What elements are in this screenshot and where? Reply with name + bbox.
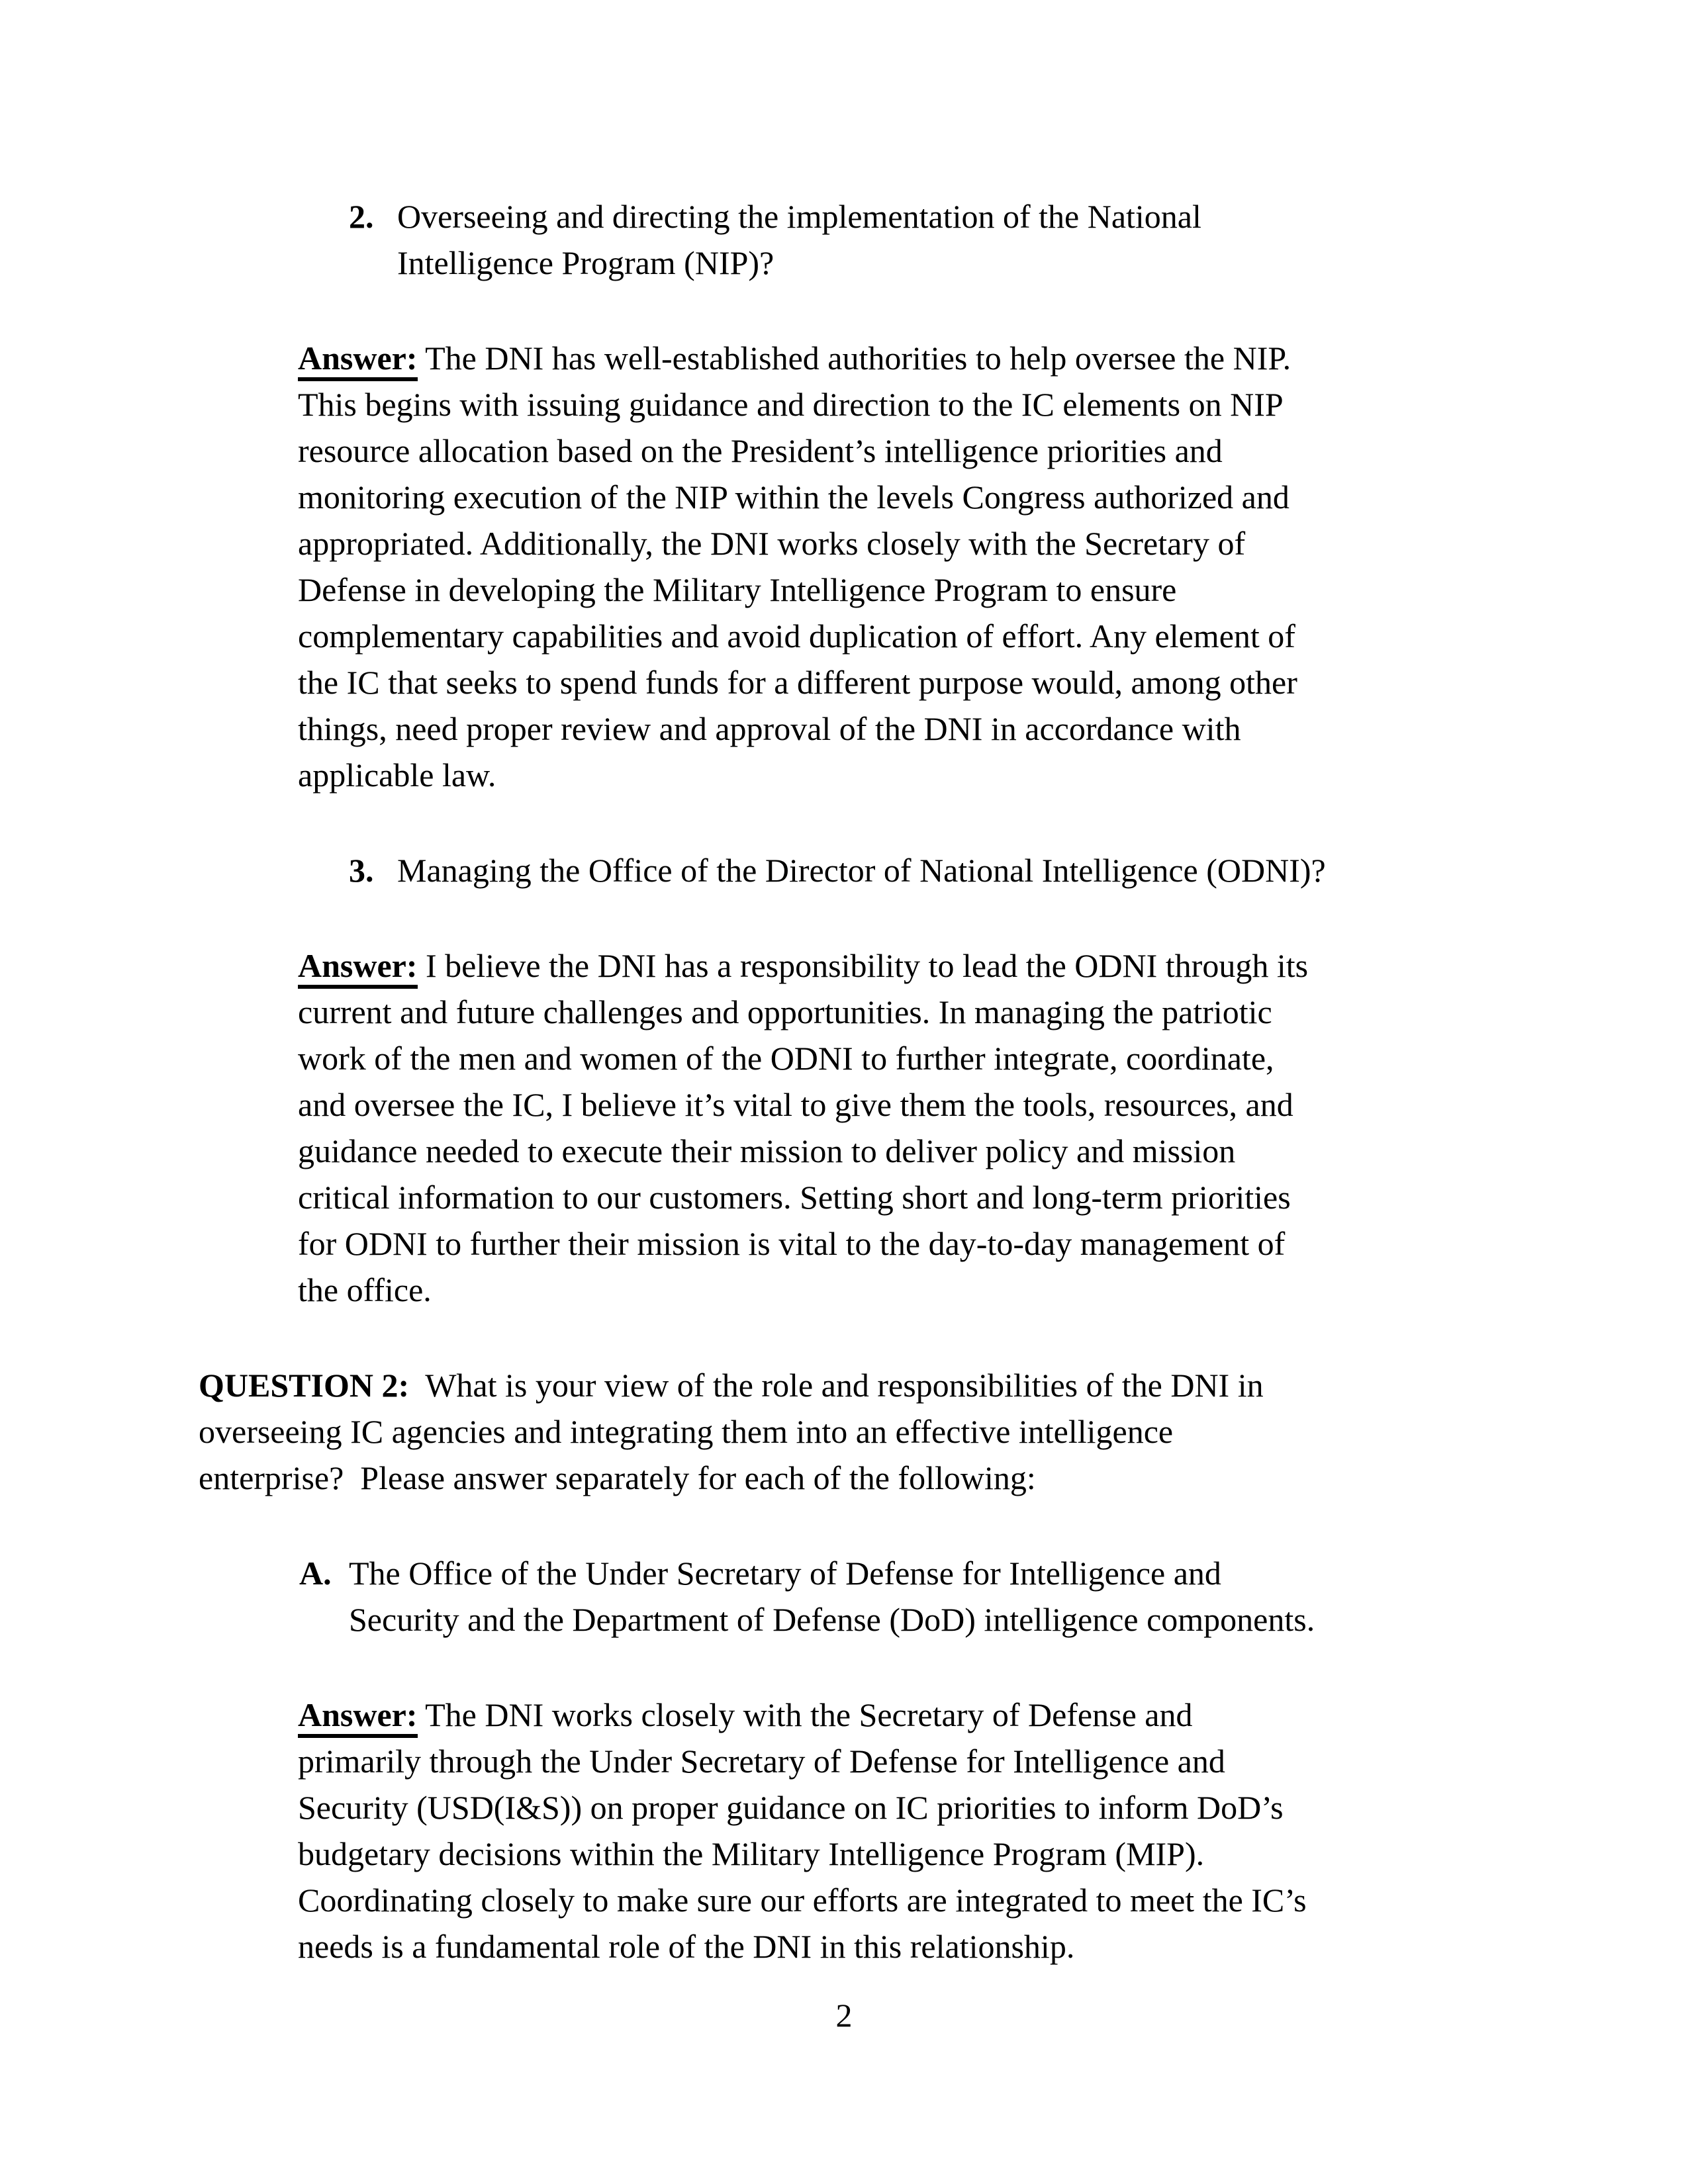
text-line: enterprise? Please answer separately for each of the following:	[199, 1459, 1036, 1496]
text-line	[199, 1362, 1509, 1408]
text-line	[298, 335, 1509, 381]
text-line: Overseeing and directing the implementation of the National	[397, 198, 1201, 235]
text-line-rest: What is your view of the role and responsibilities of the DNI in	[409, 1367, 1264, 1404]
numbered-item-3	[199, 847, 1509, 893]
text-line: for ODNI to further their mission is vital to the day-to-day management of	[298, 1225, 1286, 1262]
list-item-text	[397, 193, 1509, 286]
answer-label: Answer:	[298, 1696, 418, 1738]
text-line: Intelligence Program (NIP)?	[397, 244, 774, 281]
list-marker: A.	[299, 1555, 332, 1592]
text-line: Security (USD(I&S)) on proper guidance on IC priorities to inform DoD’s	[298, 1789, 1284, 1826]
text-line: guidance needed to execute their mission to deliver policy and mission	[298, 1132, 1236, 1169]
document-body	[199, 193, 1509, 2019]
text-line: budgetary decisions within the Military Intelligence Program (MIP).	[298, 1835, 1205, 1872]
lettered-item-a	[199, 1550, 1509, 1643]
text-line: the office.	[298, 1271, 432, 1308]
list-item-text	[397, 847, 1509, 893]
text-line: needs is a fundamental role of the DNI in this relationship.	[298, 1928, 1075, 1965]
text-line: Coordinating closely to make sure our efforts are integrated to meet the IC’s	[298, 1882, 1307, 1919]
page-number: 2	[835, 1997, 853, 2034]
text-line: work of the men and women of the ODNI to further integrate, coordinate,	[298, 1040, 1274, 1077]
text-line	[298, 942, 1509, 989]
question-2-paragraph	[199, 1362, 1509, 1501]
text-line: The Office of the Under Secretary of Defense for Intelligence and	[349, 1555, 1221, 1592]
answer-paragraph-1	[298, 335, 1509, 798]
text-line: the IC that seeks to spend funds for a different purpose would, among other	[298, 664, 1297, 701]
text-line: and oversee the IC, I believe it’s vital to give them the tools, resources, and	[298, 1086, 1293, 1123]
text-line: applicable law.	[298, 756, 496, 794]
answer-paragraph-3	[298, 1692, 1509, 1970]
text-line: Managing the Office of the Director of National Intelligence (ODNI)?	[397, 852, 1326, 889]
list-item-text	[349, 1550, 1509, 1643]
text-line-rest: I believe the DNI has a responsibility to lead the ODNI through its	[417, 947, 1309, 984]
text-line: complementary capabilities and avoid duplication of effort. Any element of	[298, 617, 1295, 655]
text-line: resource allocation based on the President’s intelligence priorities and	[298, 432, 1223, 469]
text-line: appropriated. Additionally, the DNI works closely with the Secretary of	[298, 525, 1246, 562]
text-line: current and future challenges and opportunities. In managing the patriotic	[298, 993, 1272, 1030]
list-marker: 2.	[349, 198, 374, 235]
text-line: overseeing IC agencies and integrating them into an effective intelligence	[199, 1413, 1174, 1450]
numbered-item-2	[199, 193, 1509, 286]
text-line: Security and the Department of Defense (DoD) intelligence components.	[349, 1601, 1315, 1638]
text-line: monitoring execution of the NIP within the levels Congress authorized and	[298, 478, 1289, 516]
list-marker: 3.	[349, 852, 374, 889]
question-label: QUESTION 2:	[199, 1367, 410, 1404]
text-line	[298, 1692, 1509, 1738]
text-line: critical information to our customers. Setting short and long-term priorities	[298, 1179, 1291, 1216]
text-line: This begins with issuing guidance and direction to the IC elements on NIP	[298, 386, 1284, 423]
text-line-rest: The DNI has well-established authorities to help oversee the NIP.	[417, 340, 1291, 377]
answer-paragraph-2	[298, 942, 1509, 1313]
text-line: primarily through the Under Secretary of Defense for Intelligence and	[298, 1743, 1225, 1780]
answer-label: Answer:	[298, 947, 418, 989]
text-line-rest: The DNI works closely with the Secretary of Defense and	[417, 1696, 1193, 1733]
text-line: things, need proper review and approval of the DNI in accordance with	[298, 710, 1241, 747]
answer-label: Answer:	[298, 340, 418, 381]
text-line: Defense in developing the Military Intelligence Program to ensure	[298, 571, 1177, 608]
